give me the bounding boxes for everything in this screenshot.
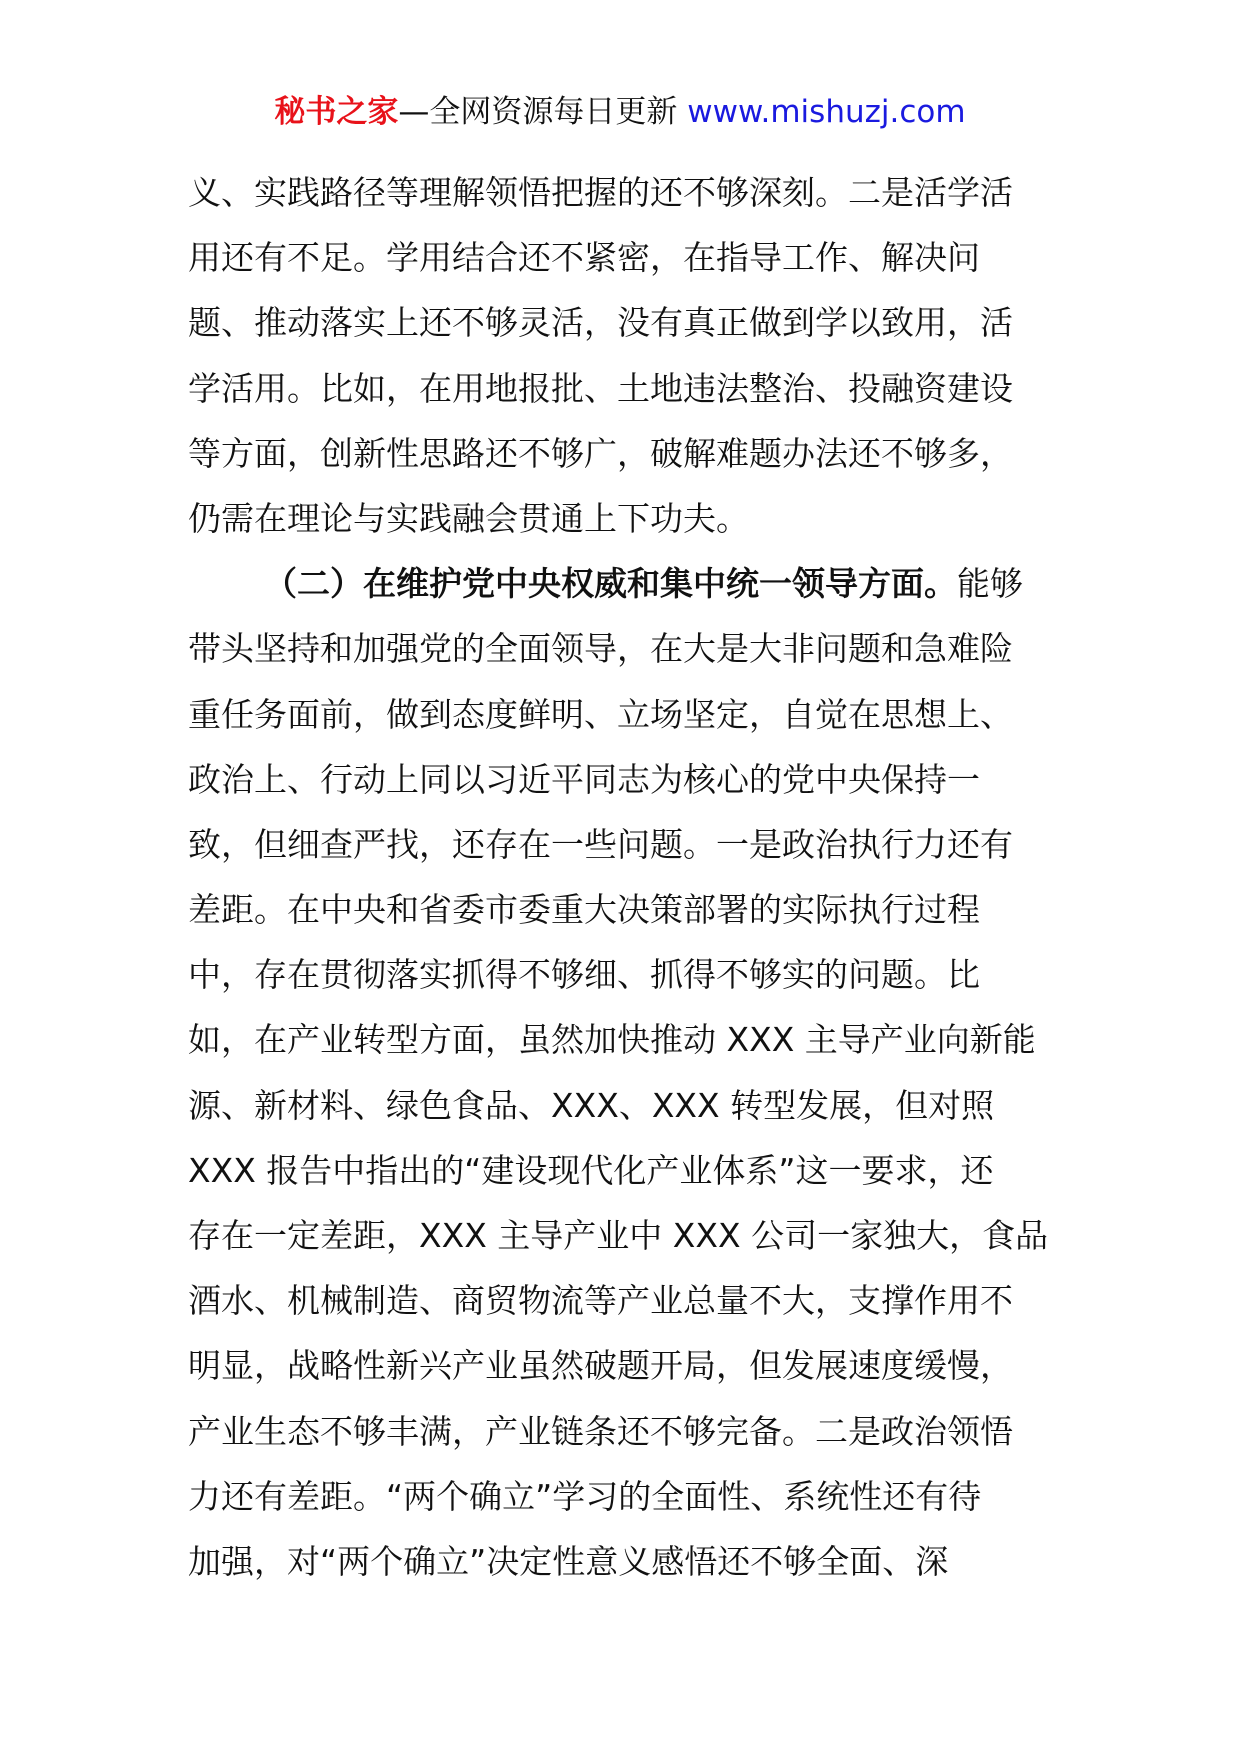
text-line: 用还有不足。学用结合还不紧密，在指导工作、解决问 <box>188 238 980 278</box>
text-line: 明显，战略性新兴产业虽然破题开局，但发展速度缓慢， <box>188 1346 1013 1386</box>
text-line: 致，但细查严找，还存在一些问题。一是政治执行力还有 <box>188 824 1013 864</box>
page-header <box>0 92 1240 132</box>
header-brand: 秘书之家 <box>274 94 399 130</box>
document-body <box>188 160 1068 1594</box>
text-line: 政治上、行动上同以习近平同志为核心的党中央保持一 <box>188 759 980 799</box>
section-heading-line <box>188 551 1068 616</box>
text-line: 差距。在中央和省委市委重大决策部署的实际执行过程 <box>188 890 980 930</box>
text-line: 中，存在贯彻落实抓得不够细、抓得不够实的问题。比 <box>188 955 980 995</box>
text-line: 产业生态不够丰满，产业链条还不够完备。二是政治领悟 <box>188 1411 1013 1451</box>
text-line: 如，在产业转型方面，虽然加快推动 XXX 主导产业向新能 <box>188 1020 1036 1060</box>
text-line: 义、实践路径等理解领悟把握的还不够深刻。二是活学活 <box>188 173 1013 212</box>
section-heading-continuation: 能够 <box>957 564 1023 604</box>
header-tagline: —全网资源每日更新 <box>398 94 688 130</box>
text-line: 源、新材料、绿色食品、XXX、XXX 转型发展，但对照 <box>188 1085 995 1125</box>
text-line: 酒水、机械制造、商贸物流等产业总量不大，支撑作用不 <box>188 1281 1013 1321</box>
text-line: 重任务面前，做到态度鲜明、立场坚定，自觉在思想上、 <box>188 694 1013 734</box>
text-line: 加强，对“两个确立”决定性意义感悟还不够全面、深 <box>188 1541 949 1581</box>
header-site-link[interactable]: www.mishuzj.com <box>687 94 966 130</box>
text-line: 力还有差距。“两个确立”学习的全面性、系统性还有待 <box>188 1476 982 1516</box>
text-line: 带头坚持和加强党的全面领导，在大是大非问题和急难险 <box>188 629 1013 669</box>
text-line: 题、推动落实上还不够灵活，没有真正做到学以致用，活 <box>188 303 1013 343</box>
text-line: 存在一定差距，XXX 主导产业中 XXX 公司一家独大，食品 <box>188 1216 1049 1255</box>
text-line: 仍需在理论与实践融会贯通上下功夫。 <box>188 498 749 538</box>
text-line: 等方面，创新性思路还不够广，破解难题办法还不够多， <box>188 433 1013 473</box>
text-line: XXX 报告中指出的“建设现代化产业体系”这一要求，还 <box>188 1150 994 1190</box>
section-heading: （二）在维护党中央权威和集中统一领导方面。 <box>264 564 957 604</box>
text-line: 学活用。比如，在用地报批、土地违法整治、投融资建设 <box>188 368 1013 408</box>
